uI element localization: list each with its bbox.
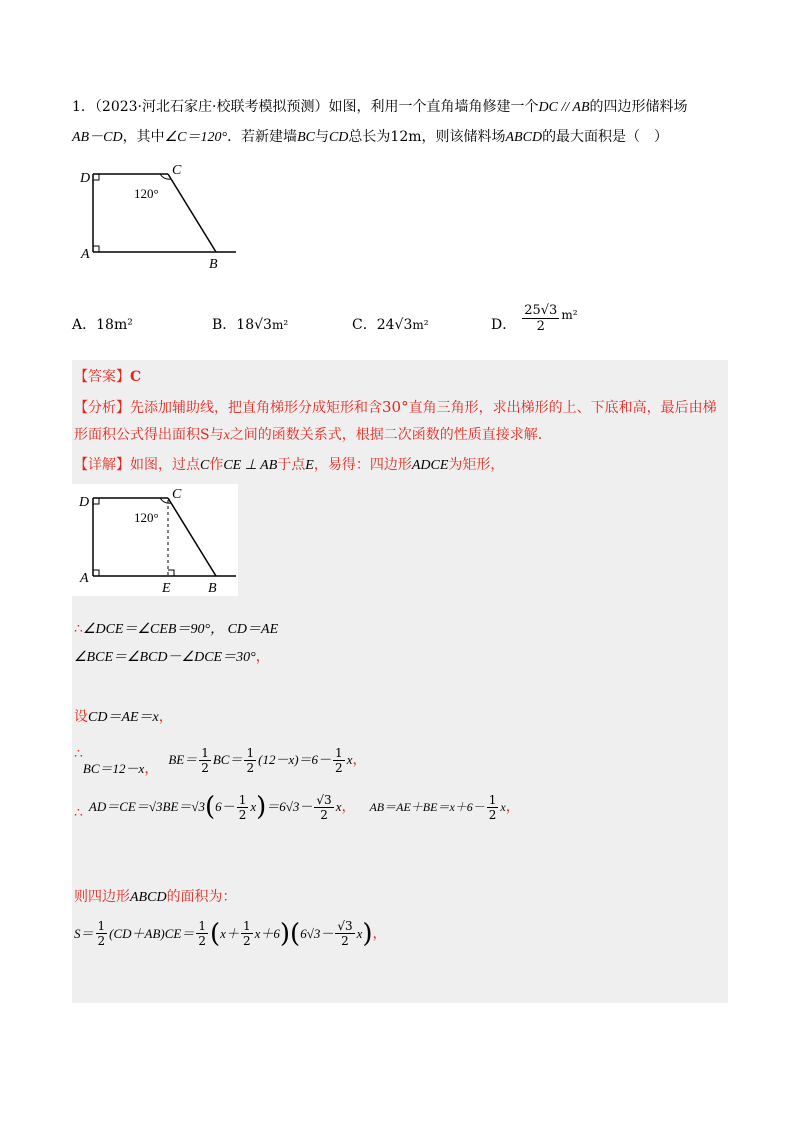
label-D: D: [79, 495, 90, 510]
fraction-half: [96, 920, 108, 947]
analysis-text: 形面积公式得出面积: [74, 427, 200, 443]
math-expr: CE ⊥ AB: [223, 458, 278, 473]
fraction-denominator: 2: [201, 760, 209, 775]
paren-close: ): [279, 918, 291, 949]
fraction-half: [333, 747, 345, 774]
right-angle-E: [168, 570, 174, 576]
label-D: D: [80, 171, 91, 186]
question-text: ，其中: [122, 129, 165, 145]
analysis-line-1: [74, 396, 724, 419]
math-expr: ∠DCE＝∠CEB＝90°， CD＝AE: [82, 622, 279, 637]
analysis-line-2: [74, 424, 724, 447]
analysis-text: 之间的函数关系式，根据二次函数的性质直接求解．: [229, 427, 552, 443]
paren-close: ): [256, 792, 267, 822]
option-d-fraction: [522, 304, 559, 333]
punct: ，: [144, 761, 159, 777]
label-C: C: [172, 487, 182, 502]
step-text: 的面积为：: [166, 889, 237, 905]
math-expr: ∠C＝120°: [164, 130, 228, 145]
fraction-denominator: 2: [198, 934, 207, 948]
line-CB: [168, 174, 216, 252]
punct: ，: [505, 799, 520, 815]
math-expr: E: [305, 458, 314, 473]
fraction-denominator: 2: [536, 318, 545, 334]
fraction-sqrt3-half: [335, 920, 354, 947]
option-label: D．: [491, 317, 517, 333]
punct: ，: [372, 925, 387, 942]
fraction-half: [196, 920, 208, 947]
math-expr: AD＝CE＝√3BE＝√3: [88, 799, 206, 814]
fraction-denominator: 2: [335, 760, 343, 775]
therefore-symbol: ∴: [74, 805, 83, 821]
question-text: 与: [314, 129, 329, 145]
step-7: [74, 920, 387, 947]
step-2: [74, 646, 270, 669]
paren-open: (: [290, 918, 301, 949]
trapezoid-figure-with-height: [72, 484, 238, 596]
detail-text: 作: [209, 457, 224, 473]
math-expr: x: [346, 752, 353, 767]
option-value: 24√3: [376, 317, 413, 333]
fraction-numerator: 1: [246, 745, 255, 760]
punct: ，: [158, 709, 173, 725]
fraction-numerator: √3: [316, 792, 332, 807]
math-expr: C: [200, 458, 210, 473]
label-E: E: [162, 581, 171, 596]
math-expr: x＋6: [254, 925, 280, 941]
right-angle-D: [93, 498, 99, 504]
fraction-numerator: 1: [201, 745, 209, 760]
fraction-numerator: 1: [198, 919, 207, 933]
step-4: [74, 740, 366, 780]
question-number: 1．: [72, 99, 95, 115]
punct: ，: [352, 752, 367, 768]
detail-text: 为矩形，: [448, 457, 505, 473]
math-expr: AB＝AE＋BE＝x＋6－: [369, 800, 485, 814]
option-label: C．: [352, 317, 377, 333]
fraction-numerator: 1: [242, 919, 251, 933]
fraction-half: [241, 920, 253, 947]
math-expr: BE＝: [168, 752, 198, 767]
fraction-half: [199, 747, 211, 774]
detail-text: ，易得：四边形: [313, 457, 412, 473]
right-angle-A: [93, 246, 99, 252]
analysis-text: 先添加辅助线，把直角梯形分成矩形和含: [130, 400, 382, 416]
question-text: ．若新建墙: [227, 129, 298, 145]
detail-tag: 【详解】: [74, 457, 130, 473]
fraction-sqrt3-half: [314, 794, 333, 821]
paren-open: (: [205, 792, 216, 822]
answer-value: C: [130, 369, 142, 385]
analysis-text: 30°: [382, 398, 409, 416]
fraction-denominator: 2: [246, 760, 255, 775]
question-line-1: [72, 96, 732, 119]
step-3: [74, 706, 173, 729]
math-expr: (12－x)＝6－: [258, 752, 332, 767]
math-expr: BC＝12－x: [82, 761, 145, 776]
fraction-denominator: 2: [341, 934, 349, 948]
fraction-denominator: 2: [488, 807, 497, 822]
detail-text: 于点: [277, 457, 306, 473]
math-expr: BC＝: [212, 752, 243, 767]
math-expr: 6－: [215, 799, 235, 814]
step-5: [74, 790, 520, 824]
fraction-numerator: √3: [337, 919, 353, 933]
math-expr: x: [335, 799, 342, 814]
label-A: A: [81, 247, 90, 262]
question-text: 的四边形储料场: [589, 99, 688, 115]
paren-close: ): [362, 918, 373, 949]
math-expr: S＝: [74, 925, 94, 941]
math-expr: ABCD: [130, 890, 167, 905]
step-text: 则四边形: [74, 889, 130, 905]
fraction-half: [237, 794, 249, 821]
option-unit: m²: [561, 308, 578, 322]
paren-open: (: [210, 918, 221, 949]
right-angle-D: [93, 174, 99, 180]
option-d[interactable]: [491, 300, 578, 336]
analysis-text: x: [223, 428, 230, 443]
math-expr: CD: [328, 130, 349, 145]
fraction-numerator: 1: [97, 919, 106, 933]
math-expr: ABCD: [505, 130, 543, 145]
fraction-half: [487, 794, 499, 821]
answer-line: [74, 366, 141, 388]
question-text: 的最大面积是（ ）: [542, 129, 669, 145]
angle-label: 120°: [134, 510, 159, 525]
math-expr: CD＝AE＝x: [88, 710, 159, 725]
step-6: [74, 886, 237, 909]
analysis-tag: 【分析】: [74, 400, 130, 416]
step-1: [74, 618, 278, 641]
option-unit: m²: [412, 318, 429, 332]
fraction-numerator: 25√3: [524, 302, 558, 318]
detail-line: [74, 454, 724, 477]
fraction-half: [244, 747, 256, 774]
fraction-denominator: 2: [320, 807, 328, 822]
math-expr: ∠BCE＝∠BCD－∠DCE＝30°: [74, 650, 256, 665]
step-text: 设: [74, 709, 88, 725]
option-label: A．: [72, 317, 97, 333]
analysis-text: S: [200, 427, 210, 443]
math-expr: x: [250, 799, 257, 814]
math-expr: AB－CD: [72, 130, 123, 145]
option-label: B．: [212, 317, 237, 333]
detail-text: 如图，过点: [130, 457, 200, 473]
option-b[interactable]: [212, 314, 288, 336]
therefore-symbol: ∴: [74, 621, 83, 637]
trapezoid-figure: [78, 160, 248, 272]
label-A: A: [80, 571, 89, 586]
punct: ，: [255, 649, 270, 665]
option-value: 18m²: [96, 317, 133, 333]
question-line-2: [72, 126, 732, 149]
label-B: B: [209, 257, 218, 272]
math-expr: 6√3－: [300, 925, 334, 941]
question-text: 如图，利用一个直角墙角修建一个: [328, 99, 539, 115]
math-expr: ADCE: [411, 458, 449, 473]
math-expr: x＋: [220, 925, 239, 941]
math-expr: x: [356, 925, 363, 941]
question-source: （2023·河北石家庄·校联考模拟预测）: [94, 99, 329, 115]
math-expr: x: [500, 800, 506, 814]
option-unit: m²: [271, 318, 289, 332]
option-a[interactable]: [72, 314, 133, 336]
line-CB: [168, 498, 216, 576]
analysis-text: 与: [209, 427, 224, 443]
label-C: C: [172, 163, 182, 178]
fraction-denominator: 2: [97, 934, 106, 948]
analysis-text: 直角三角形，求出梯形的上、下底和高，最后由梯: [408, 400, 717, 416]
math-expr: (CD＋AB)CE＝: [109, 925, 195, 941]
math-expr: ＝6√3－: [266, 799, 313, 814]
math-expr: BC: [297, 130, 315, 145]
option-value: 18√3: [236, 317, 272, 333]
fraction-denominator: 2: [238, 807, 247, 822]
angle-label: 120°: [134, 186, 159, 201]
option-c[interactable]: [352, 314, 429, 336]
fraction-numerator: 1: [488, 792, 497, 807]
therefore-symbol: ∴: [74, 746, 83, 762]
punct: ，: [341, 799, 356, 815]
fraction-denominator: 2: [242, 934, 251, 948]
fraction-numerator: 1: [238, 792, 247, 807]
fraction-numerator: 1: [335, 745, 343, 760]
label-B: B: [208, 581, 217, 596]
answer-tag: 【答案】: [74, 369, 130, 385]
right-angle-A: [93, 570, 99, 576]
math-expr: DC // AB: [538, 100, 590, 115]
question-text: 总长为12m，则该储料场: [348, 129, 506, 145]
